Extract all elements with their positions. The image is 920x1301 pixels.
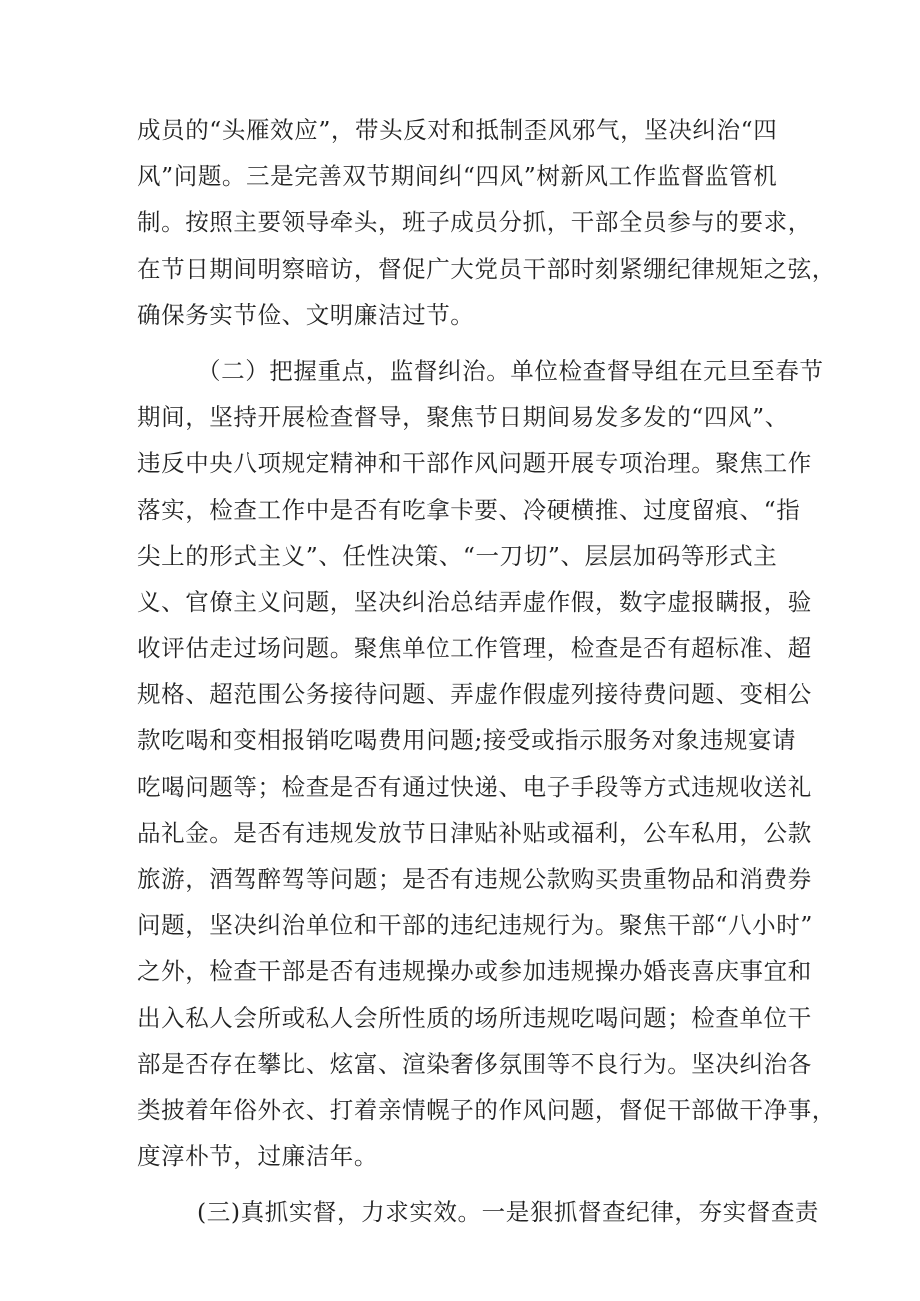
text-line-first: （二）把握重点，监督纠治。单位检查督导组在元旦至春节 [197, 356, 824, 385]
text-line: 类披着年俗外衣、打着亲情幌子的作风问题，督促干部做干净事， [137, 1095, 836, 1124]
text-line: 尖上的形式主义”、任性决策、“一刀切”、层层加码等形式主 [137, 541, 778, 570]
text-line: 义、官僚主义问题，坚决纠治总结弄虚作假，数字虚报瞒报，验 [137, 587, 812, 616]
text-line: 之外，检查干部是否有违规操办或参加违规操办婚丧喜庆事宜和 [137, 957, 812, 986]
text-line: 款吃喝和变相报销吃喝费用问题;接受或指示服务对象违规宴请 [137, 726, 797, 755]
text-line: 问题，坚决纠治单位和干部的违纪违规行为。聚焦干部“八小时” [137, 911, 813, 940]
text-line: 确保务实节俭、文明廉洁过节。 [137, 300, 475, 329]
text-line: 落实，检查工作中是否有吃拿卡要、冷硬横推、过度留痕、“指 [137, 495, 801, 524]
paragraph-spacer [137, 1179, 783, 1189]
text-line: 在节日期间明察暗访，督促广大党员干部时刻紧绷纪律规矩之弦， [137, 254, 836, 283]
text-line: 品礼金。是否有违规发放节日津贴补贴或福利，公车私用，公款 [137, 818, 812, 847]
text-line: 成员的“头雁效应”，带头反对和抵制歪风邪气，坚决纠治“四 [137, 116, 778, 144]
text-line: 规格、超范围公务接待问题、弄虚作假虚列接待费问题、变相公 [137, 680, 812, 709]
paragraph-spacer [137, 338, 783, 348]
text-line: 违反中央八项规定精神和干部作风问题开展专项治理。聚焦工作 [137, 449, 812, 478]
text-line: 出入私人会所或私人会所性质的场所违规吃喝问题；检查单位干 [137, 1003, 812, 1032]
text-line: 期间，坚持开展检查督导，聚焦节日期间易发多发的“四风”、 [137, 403, 789, 432]
text-line: 部是否存在攀比、炫富、渲染奢侈氛围等不良行为。坚决纠治各 [137, 1049, 812, 1078]
paragraph-continuation [137, 107, 836, 338]
text-line: 度淳朴节，过廉洁年。 [137, 1142, 378, 1171]
text-line: 风”问题。三是完善双节期间纠“四风”树新风工作监督监管机 [137, 162, 778, 191]
text-line-first: (三)真抓实督，力求实效。一是狠抓督查纪律，夯实督查责 [197, 1198, 820, 1227]
text-line: 收评估走过场问题。聚焦单位工作管理，检查是否有超标准、超 [137, 634, 812, 663]
text-line: 吃喝问题等；检查是否有通过快递、电子手段等方式违规收送礼 [137, 772, 812, 801]
paragraph-section-three [137, 1189, 820, 1235]
text-line: 旅游，酒驾醉驾等问题；是否有违规公款购买贵重物品和消费券 [137, 865, 812, 893]
text-line: 制。按照主要领导牵头，班子成员分抓，干部全员参与的要求， [137, 208, 812, 237]
paragraph-section-two [137, 348, 836, 1179]
